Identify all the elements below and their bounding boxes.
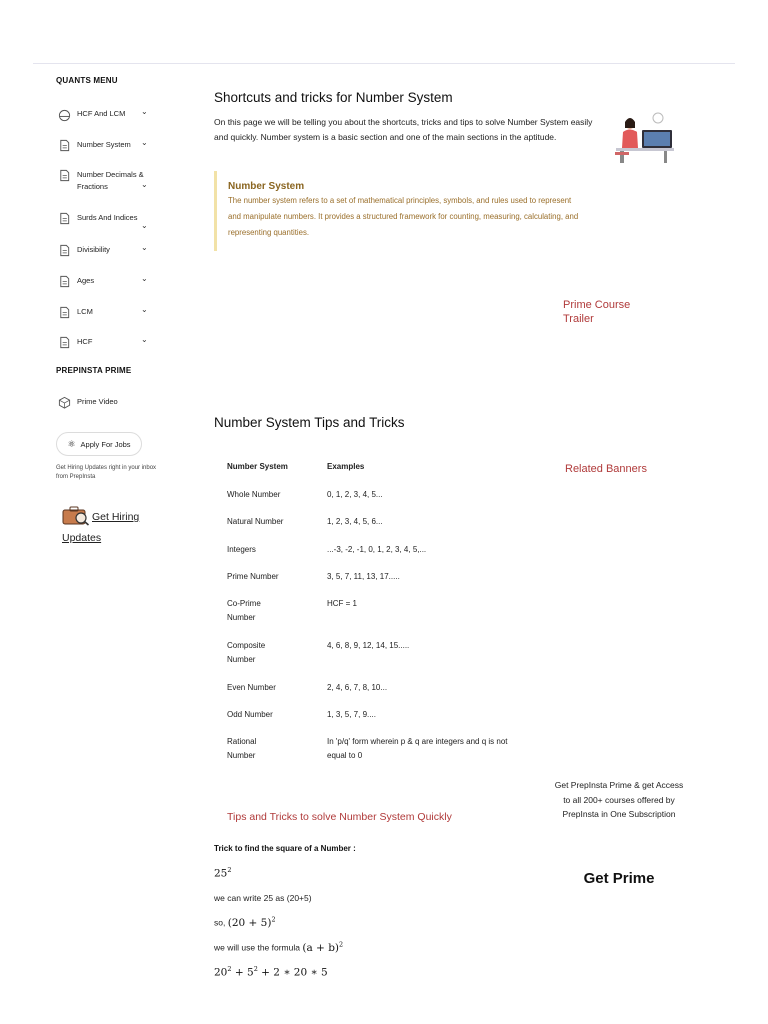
- chevron-down-icon[interactable]: ⌄: [141, 335, 148, 344]
- table-cell: Whole Number: [227, 490, 281, 499]
- expansion-term: + 2 ∗ 20 ∗ 5: [261, 966, 328, 979]
- quants-menu-heading: QUANTS MENU: [56, 76, 118, 85]
- table-row: [227, 597, 527, 639]
- briefcase-icon: [62, 506, 90, 526]
- chevron-down-icon[interactable]: ⌄: [141, 107, 148, 116]
- table-cell: Composite Number: [227, 641, 266, 664]
- chevron-down-icon[interactable]: ⌄: [141, 243, 148, 252]
- fire-icon: ⚛: [67, 438, 76, 449]
- sidebar-item-prime-video[interactable]: [56, 396, 176, 409]
- base-number: 25: [214, 867, 228, 880]
- box-icon: [58, 396, 71, 409]
- sidebar-item-label: Prime Video: [77, 397, 118, 406]
- so-expression: (20 + 5): [227, 916, 272, 929]
- sidebar-item-label: HCF And LCM: [77, 109, 126, 118]
- formula-line: [214, 940, 343, 954]
- formula-label: we will use the formula: [214, 942, 300, 953]
- table-cell: Co-Prime Number: [227, 599, 261, 622]
- sidebar-item-number-decimals[interactable]: [56, 169, 176, 193]
- document-icon: [58, 306, 71, 319]
- header-divider: [33, 63, 735, 64]
- chevron-down-icon[interactable]: ⌄: [141, 138, 148, 147]
- table-header: Number System: [227, 462, 288, 471]
- table-row: [227, 735, 527, 765]
- chevron-down-icon[interactable]: ⌄: [141, 221, 148, 230]
- document-icon: [58, 139, 71, 152]
- table-cell: 3, 5, 7, 11, 13, 17.....: [327, 572, 400, 581]
- document-icon: [58, 275, 71, 288]
- chevron-down-icon[interactable]: ⌄: [141, 180, 148, 189]
- table-cell: 0, 1, 2, 3, 4, 5...: [327, 490, 383, 499]
- number-system-table: [227, 460, 527, 765]
- definition-callout: [214, 171, 582, 251]
- table-cell: Rational Number: [227, 737, 257, 760]
- document-icon: [58, 169, 71, 182]
- sidebar-item-surds-and-indices[interactable]: [56, 212, 176, 230]
- rewrite-line: we can write 25 as (20+5): [214, 893, 312, 903]
- sidebar-item-hcf[interactable]: [56, 336, 176, 349]
- document-icon: [58, 336, 71, 349]
- expansion-term: 20: [214, 966, 228, 979]
- callout-body: The number system refers to a set of mathematical principles, symbols, and rules used to represent and manipulate numbers. It provides a structured framework for counting, measuring, calculating, and representing quantities.: [228, 196, 579, 237]
- tips-section-title: Tips and Tricks to solve Number System Quickly: [227, 811, 452, 823]
- exponent: 2: [253, 965, 258, 973]
- person-at-desk-illustration: [614, 110, 676, 164]
- apply-for-jobs-button[interactable]: [56, 432, 142, 456]
- sidebar: [56, 76, 176, 544]
- table-cell: Prime Number: [227, 572, 279, 581]
- table-row: [227, 570, 527, 597]
- get-hiring-updates-label: Get Hiring Updates: [62, 511, 140, 544]
- so-label: so,: [214, 917, 226, 928]
- document-icon: [58, 212, 71, 225]
- prime-course-trailer-heading: Prime Course Trailer: [563, 299, 631, 325]
- exponent: 2: [227, 965, 232, 973]
- expansion-term: + 5: [234, 966, 254, 979]
- table-row: [227, 681, 527, 708]
- sidebar-item-label: LCM: [77, 307, 93, 316]
- sidebar-item-number-system[interactable]: [56, 139, 176, 152]
- sidebar-item-label: Divisibility: [77, 245, 110, 254]
- section-title: Number System Tips and Tricks: [214, 415, 405, 430]
- sidebar-item-label: Number Decimals & Fractions: [77, 170, 144, 191]
- table-row: [227, 543, 527, 570]
- table-cell: HCF = 1: [327, 599, 358, 608]
- chevron-down-icon[interactable]: ⌄: [141, 274, 148, 283]
- prime-pitch-text: Get PrepInsta Prime & get Access to all 200+ courses offered by PrepInsta in One Subscription: [554, 780, 684, 819]
- so-line: [214, 915, 276, 929]
- sidebar-item-label: Surds And Indices: [77, 213, 138, 222]
- apply-for-jobs-label: Apply For Jobs: [80, 439, 131, 449]
- table-row: [227, 708, 527, 735]
- table-cell: Odd Number: [227, 710, 273, 719]
- table-row: [227, 639, 527, 681]
- table-cell: 4, 6, 8, 9, 12, 14, 15.....: [327, 641, 410, 650]
- sidebar-item-label: Number System: [77, 140, 131, 149]
- table-cell: Integers: [227, 545, 256, 554]
- sidebar-item-lcm[interactable]: [56, 306, 176, 319]
- expansion-line: [214, 965, 328, 979]
- sidebar-item-hcf-and-lcm[interactable]: [56, 108, 176, 122]
- callout-title: Number System: [228, 181, 305, 192]
- table-cell: 1, 3, 5, 7, 9....: [327, 710, 376, 719]
- table-cell: In 'p/q' form wherein p & q are integers and q is not equal to 0: [327, 737, 508, 760]
- chevron-down-icon[interactable]: ⌄: [141, 305, 148, 314]
- exponent: 2: [227, 866, 232, 874]
- table-header-row: [227, 460, 527, 488]
- hiring-note: Get Hiring Updates right in your inbox from PrepInsta: [56, 465, 157, 480]
- sidebar-item-label: Ages: [77, 276, 95, 285]
- sidebar-item-label: HCF: [77, 337, 93, 346]
- cloud-icon: [58, 109, 71, 122]
- related-banners-heading: Related Banners: [565, 463, 647, 475]
- table-cell: 1, 2, 3, 4, 5, 6...: [327, 517, 383, 526]
- get-prime-button[interactable]: Get Prime: [583, 870, 655, 887]
- table-header: Examples: [327, 462, 365, 471]
- table-row: [227, 488, 527, 515]
- trick-heading: Trick to find the square of a Number :: [214, 844, 356, 853]
- intro-paragraph: On this page we will be telling you about the shortcuts, tricks and tips to solve Number System easily and quickly. Number system is a basic section and one of the main sections in the aptitude.: [214, 117, 593, 142]
- document-icon: [58, 244, 71, 257]
- table-cell: 2, 4, 6, 7, 8, 10...: [327, 683, 388, 692]
- get-hiring-updates-link[interactable]: [62, 506, 162, 549]
- prepinsta-prime-heading: PREPINSTA PRIME: [56, 366, 132, 375]
- page-title: Shortcuts and tricks for Number System: [214, 90, 453, 105]
- exponent: 2: [271, 915, 276, 923]
- square-expression: [214, 866, 232, 880]
- sidebar-item-divisibility[interactable]: [56, 244, 176, 257]
- table-cell: Even Number: [227, 683, 276, 692]
- table-cell: ...-3, -2, -1, 0, 1, 2, 3, 4, 5,...: [327, 545, 427, 554]
- table-row: [227, 515, 527, 543]
- table-cell: Natural Number: [227, 517, 284, 526]
- exponent: 2: [339, 940, 344, 948]
- formula-expression: (a + b): [302, 941, 340, 954]
- sidebar-item-ages[interactable]: [56, 275, 176, 288]
